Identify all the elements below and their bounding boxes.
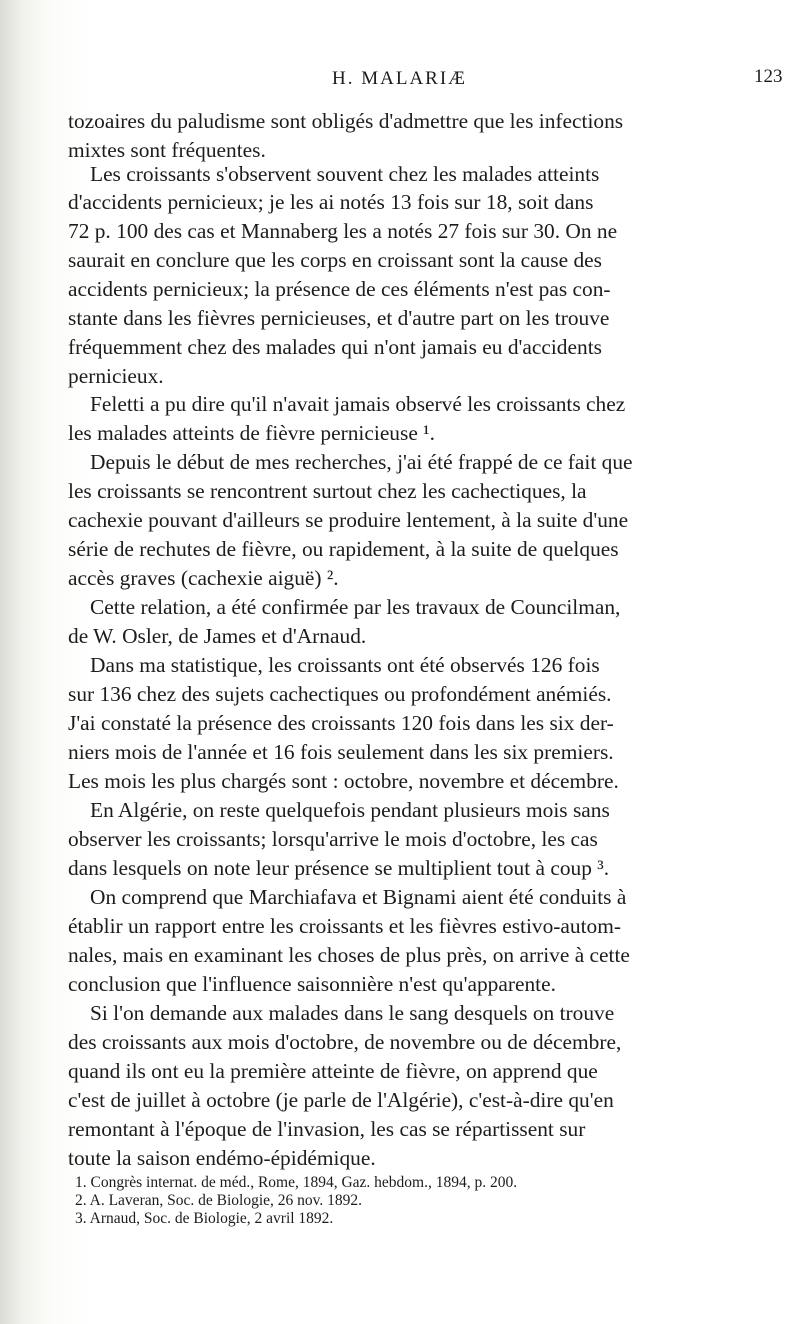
text-line: En Algérie, on reste quelquefois pendant plusieurs mois sans bbox=[90, 798, 610, 822]
text-line: 72 p. 100 des cas et Mannaberg les a notés 27 fois sur 30. On ne bbox=[68, 219, 618, 243]
text-line: stante dans les fièvres pernicieuses, et d'autre part on les trouve bbox=[68, 306, 610, 330]
text-line: fréquemment chez des malades qui n'ont jamais eu d'accidents bbox=[68, 335, 602, 359]
text-line: les croissants se rencontrent surtout chez les cachectiques, la bbox=[68, 479, 587, 503]
text-line: Depuis le début de mes recherches, j'ai été frappé de ce fait que bbox=[90, 450, 633, 474]
text-line: Si l'on demande aux malades dans le sang desquels on trouve bbox=[90, 1001, 615, 1025]
text-line: On comprend que Marchiafava et Bignami aient été conduits à bbox=[90, 885, 627, 909]
text-line: les malades atteints de fièvre pernicieuse ¹. bbox=[68, 421, 435, 445]
text-line: pernicieux. bbox=[68, 364, 164, 388]
text-line: sur 136 chez des sujets cachectiques ou profondément anémiés. bbox=[68, 682, 612, 706]
text-line: saurait en conclure que les corps en croissant sont la cause des bbox=[68, 248, 602, 272]
text-line: Dans ma statistique, les croissants ont été observés 126 fois bbox=[90, 653, 600, 677]
text-line: mixtes sont fréquentes. bbox=[68, 138, 266, 162]
text-line: toute la saison endémo-épidémique. bbox=[68, 1146, 376, 1170]
text-line: conclusion que l'influence saisonnière n'est qu'apparente. bbox=[68, 972, 556, 996]
text-line: dans lesquels on note leur présence se multiplient tout à coup ³. bbox=[68, 856, 610, 880]
text-line: J'ai constaté la présence des croissants 120 fois dans les six der- bbox=[68, 711, 614, 735]
footnote: 1. Congrès internat. de méd., Rome, 1894, Gaz. hebdom., 1894, p. 200. bbox=[75, 1174, 518, 1191]
text-line: accès graves (cachexie aiguë) ². bbox=[68, 566, 339, 590]
footnote: 3. Arnaud, Soc. de Biologie, 2 avril 1892. bbox=[75, 1210, 334, 1227]
text-line: établir un rapport entre les croissants et les fièvres estivo-autom- bbox=[68, 914, 622, 938]
text-line: accidents pernicieux; la présence de ces éléments n'est pas con- bbox=[68, 277, 611, 301]
page-header bbox=[0, 68, 800, 90]
text-line: tozoaires du paludisme sont obligés d'admettre que les infections bbox=[68, 109, 624, 133]
running-title: H. MALARIÆ bbox=[332, 68, 468, 89]
text-line: Feletti a pu dire qu'il n'avait jamais observé les croissants chez bbox=[90, 392, 626, 416]
text-line: d'accidents pernicieux; je les ai notés 13 fois sur 18, soit dans bbox=[68, 190, 594, 214]
text-line: remontant à l'époque de l'invasion, les cas se répartissent sur bbox=[68, 1117, 586, 1141]
text-line: nales, mais en examinant les choses de plus près, on arrive à cette bbox=[68, 943, 630, 967]
text-line: observer les croissants; lorsqu'arrive le mois d'octobre, les cas bbox=[68, 827, 598, 851]
text-line: de W. Osler, de James et d'Arnaud. bbox=[68, 624, 367, 648]
text-line: quand ils ont eu la première atteinte de fièvre, on apprend que bbox=[68, 1059, 598, 1083]
text-line: c'est de juillet à octobre (je parle de l'Algérie), c'est-à-dire qu'en bbox=[68, 1088, 614, 1112]
text-line: Cette relation, a été confirmée par les travaux de Councilman, bbox=[90, 595, 621, 619]
text-line: cachexie pouvant d'ailleurs se produire lentement, à la suite d'une bbox=[68, 508, 629, 532]
page-number: 123 bbox=[754, 66, 783, 87]
footnote: 2. A. Laveran, Soc. de Biologie, 26 nov. 1892. bbox=[75, 1192, 362, 1209]
text-line: des croissants aux mois d'octobre, de novembre ou de décembre, bbox=[68, 1030, 622, 1054]
text-line: Les mois les plus chargés sont : octobre, novembre et décembre. bbox=[68, 769, 619, 793]
text-line: série de rechutes de fièvre, ou rapidement, à la suite de quelques bbox=[68, 537, 619, 561]
text-line: Les croissants s'observent souvent chez les malades atteints bbox=[90, 162, 600, 186]
text-line: niers mois de l'année et 16 fois seulement dans les six premiers. bbox=[68, 740, 614, 764]
